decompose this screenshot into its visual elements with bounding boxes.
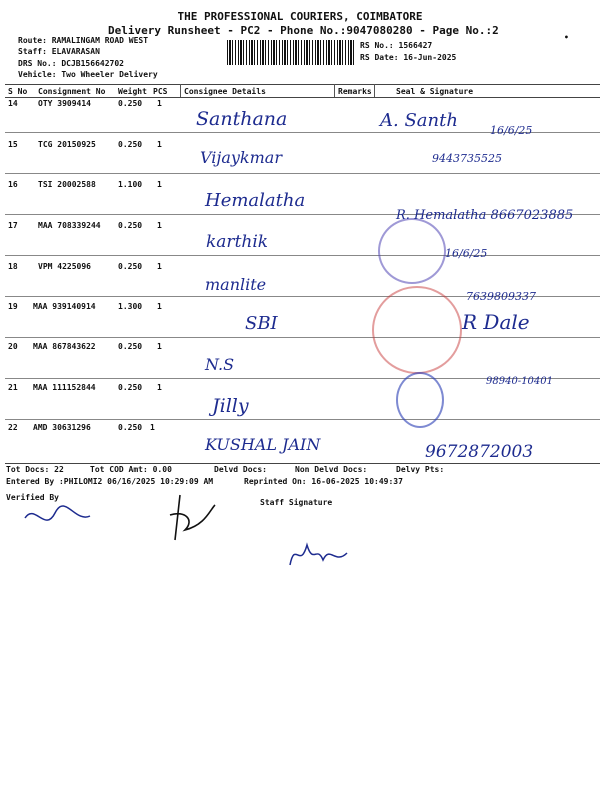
divider xyxy=(180,84,181,97)
row-22-weight: 0.250 xyxy=(118,423,143,432)
row-21-sno: 21 xyxy=(8,383,18,392)
row-14-pcs: 1 xyxy=(157,99,162,108)
row-18-weight: 0.250 xyxy=(118,262,143,271)
signature-handwriting: 9443735525 xyxy=(432,152,502,165)
verified-by-label: Verified By xyxy=(6,493,59,502)
entered-by: Entered By :PHILOMI2 06/16/2025 10:29:09 AM xyxy=(6,477,214,486)
row-17-sno: 17 xyxy=(8,221,18,230)
signature-date: 16/6/25 xyxy=(445,247,488,260)
consignee-handwriting: Vijaykmar xyxy=(200,148,282,167)
reprinted-on: Reprinted On: 16-06-2025 10:49:37 xyxy=(244,477,403,486)
row-16-pcs: 1 xyxy=(157,180,162,189)
row-15-consignment: TCG 20150925 xyxy=(38,140,96,149)
row-22-sno: 22 xyxy=(8,423,18,432)
row-15-sno: 15 xyxy=(8,140,18,149)
signature-handwriting: 7639809337 xyxy=(466,290,536,303)
row-17-consignment: MAA 708339244 xyxy=(38,221,101,230)
signature-handwriting: R. Hemalatha 8667023885 xyxy=(396,208,574,223)
col-header-pcs: PCS xyxy=(153,87,168,96)
row-16-weight: 1.100 xyxy=(118,180,143,189)
seal-stamp xyxy=(372,286,462,374)
row-20-pcs: 1 xyxy=(157,342,162,351)
row-22-consignment: AMD 30631296 xyxy=(33,423,91,432)
row-15-weight: 0.250 xyxy=(118,140,143,149)
barcode xyxy=(227,40,354,65)
row-16-consignment: TSI 20002588 xyxy=(38,180,96,189)
row-17-pcs: 1 xyxy=(157,221,162,230)
consignee-handwriting: SBI xyxy=(245,313,278,334)
staff-label: Staff: ELAVARASAN xyxy=(18,47,100,56)
rs-number: RS No.: 1566427 xyxy=(360,41,433,50)
signature-handwriting: A. Santh xyxy=(380,110,458,131)
row-15-pcs: 1 xyxy=(157,140,162,149)
row-19-weight: 1.300 xyxy=(118,302,143,311)
total-docs: Tot Docs: 22 xyxy=(6,465,64,474)
seal-stamp xyxy=(378,218,446,284)
row-14-weight: 0.250 xyxy=(118,99,143,108)
vehicle-label: Vehicle: Two Wheeler Delivery xyxy=(18,70,158,79)
row-14-sno: 14 xyxy=(8,99,18,108)
divider xyxy=(374,84,375,97)
row-18-consignment: VPM 4225096 xyxy=(38,262,91,271)
runsheet-title: Delivery Runsheet - PC2 - Phone No.:9047080280 - Page No.:2 xyxy=(108,24,499,37)
col-header-weight: Weight xyxy=(118,87,147,96)
consignee-handwriting: Santhana xyxy=(196,108,288,130)
consignee-handwriting: Jilly xyxy=(212,395,249,417)
signature-date: 16/6/25 xyxy=(490,124,533,137)
row-22-pcs: 1 xyxy=(150,423,155,432)
row-18-pcs: 1 xyxy=(157,262,162,271)
table-top-border xyxy=(5,84,600,85)
header-bottom-border xyxy=(5,97,600,98)
total-cod-amount: Tot COD Amt: 0.00 xyxy=(90,465,172,474)
route-label: Route: RAMALINGAM ROAD WEST xyxy=(18,36,149,45)
seal-stamp xyxy=(396,372,444,428)
consignee-handwriting: karthik xyxy=(206,232,269,252)
consignee-handwriting: manlite xyxy=(205,275,267,294)
row-14-consignment: OTY 3909414 xyxy=(38,99,91,108)
col-header-seal: Seal & Signature xyxy=(396,87,474,96)
consignee-handwriting: Hemalatha xyxy=(205,190,306,211)
col-header-remarks: Remarks xyxy=(338,87,372,96)
row-19-pcs: 1 xyxy=(157,302,162,311)
row-divider xyxy=(5,255,600,256)
drs-number: DRS No.: DCJB156642702 xyxy=(18,59,124,68)
rs-date: RS Date: 16-Jun-2025 xyxy=(360,53,457,62)
table-bottom-border xyxy=(5,463,600,464)
row-20-sno: 20 xyxy=(8,342,18,351)
dot-mark: • xyxy=(564,33,569,42)
row-19-sno: 19 xyxy=(8,302,18,311)
col-header-sno: S No xyxy=(8,87,28,96)
consignee-handwriting: KUSHAL JAIN xyxy=(205,435,321,454)
signature-handwriting: 98940-10401 xyxy=(486,376,554,387)
verifier-signature xyxy=(20,498,100,538)
staff-signature xyxy=(285,535,355,575)
consignee-handwriting: N.S xyxy=(205,355,235,374)
delivered-docs: Delvd Docs: xyxy=(214,465,267,474)
row-divider xyxy=(5,173,600,174)
divider xyxy=(334,84,335,97)
row-21-consignment: MAA 111152844 xyxy=(33,383,96,392)
row-17-weight: 0.250 xyxy=(118,221,143,230)
signature-handwriting: R Dale xyxy=(462,310,530,334)
row-18-sno: 18 xyxy=(8,262,18,271)
row-16-sno: 16 xyxy=(8,180,18,189)
row-divider xyxy=(5,419,600,420)
signature-handwriting: 9672872003 xyxy=(425,442,534,462)
staff-signature-label: Staff Signature xyxy=(260,498,333,507)
row-20-weight: 0.250 xyxy=(118,342,143,351)
verifier-signature xyxy=(160,490,220,550)
non-delivered-docs: Non Delvd Docs: xyxy=(295,465,368,474)
row-divider xyxy=(5,337,600,338)
col-header-consignment: Consignment No xyxy=(38,87,106,96)
row-21-pcs: 1 xyxy=(157,383,162,392)
row-19-consignment: MAA 939140914 xyxy=(33,302,96,311)
delivery-points: Delvy Pts: xyxy=(396,465,445,474)
col-header-consignee: Consignee Details xyxy=(184,87,266,96)
company-name: THE PROFESSIONAL COURIERS, COIMBATORE xyxy=(177,10,423,23)
row-20-consignment: MAA 867843622 xyxy=(33,342,96,351)
row-21-weight: 0.250 xyxy=(118,383,143,392)
